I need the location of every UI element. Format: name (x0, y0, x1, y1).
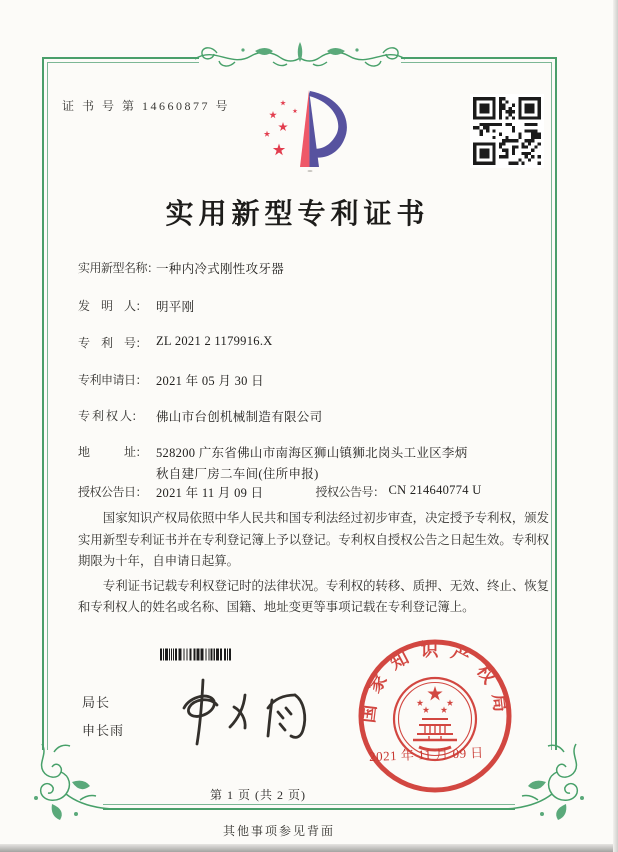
back-side-note: 其他事项参见背面 (222, 824, 335, 838)
seal-date: 2021 年 11 月 09 日 (368, 745, 485, 764)
field-value: ZL 2021 2 1179916.X (156, 334, 273, 348)
top-flourish-ornament-icon (195, 36, 405, 74)
field-value: 明平刚 (156, 300, 195, 314)
field-label: 专利申请日： (78, 373, 148, 387)
field-label: 地 址： (78, 445, 148, 459)
legal-paragraph-2: 专利证书记载专利权登记时的法律状况。专利权的转移、质押、无效、终止、恢复和专利权人的姓名或名称、国籍、地址变更等事项记载在专利登记簿上。 (78, 578, 549, 614)
scan-bottom-edge (0, 844, 618, 852)
barcode (160, 648, 233, 661)
field-value: 佛山市台创机械制造有限公司 (156, 410, 323, 424)
bottom-left-corner-ornament-icon (28, 742, 120, 826)
director-name: 申长雨 (82, 723, 125, 738)
field-row-address (78, 443, 548, 485)
field-label: 专 利 权 人： (78, 409, 144, 423)
page-indicator: 第 1 页 (共 2 页) (210, 788, 306, 802)
certificate-number: 证 书 号 第 14660877 号 (62, 99, 231, 113)
field-value: 2021 年 05 月 30 日 (156, 374, 264, 388)
scan-right-edge (613, 0, 618, 852)
director-signature-icon (168, 668, 348, 758)
field-value: CN 214640774 U (388, 483, 482, 497)
qr-code (470, 94, 544, 168)
field-label: 专 利 号： (78, 336, 148, 350)
field-row-patent-number (78, 334, 548, 351)
cnipa-logo-icon (253, 87, 365, 173)
legal-paragraph-1: 国家知识产权局依照中华人民共和国专利法经过初步审查，决定授予专利权，颁发实用新型专利证书并在专利登记簿上予以登记。专利权自授权公告之日起生效。专利权期限为十年，自申请日起算。 (78, 511, 549, 568)
field-row-inventor (78, 297, 548, 315)
seal-org-text: 国家知识产权局 (357, 640, 513, 724)
director-role-label: 局长 (82, 695, 111, 710)
field-row-patentee (78, 407, 548, 425)
field-row-filing-date (78, 371, 548, 389)
field-value: 一种内冷式刚性攻牙器 (156, 262, 285, 276)
official-seal-stamp-icon (356, 637, 514, 795)
svg-text:国家知识产权局 (358, 639, 512, 724)
field-row-utility-model-name (78, 259, 548, 277)
field-row-grant (78, 483, 548, 501)
field-value: 2021 年 11 月 09 日 (156, 486, 264, 500)
field-label: 授权公告日： (78, 485, 148, 499)
legal-text (78, 508, 549, 622)
field-label: 实用新型名称： (78, 261, 159, 275)
certificate-title: 实用新型专利证书 (165, 199, 430, 230)
field-value: 528200 广东省佛山市南海区狮山镇狮北岗头工业区李炳秋自建厂房二车间(住所申报) (156, 446, 468, 481)
field-label: 授权公告号： (315, 485, 385, 499)
field-label: 发 明 人： (78, 299, 148, 313)
